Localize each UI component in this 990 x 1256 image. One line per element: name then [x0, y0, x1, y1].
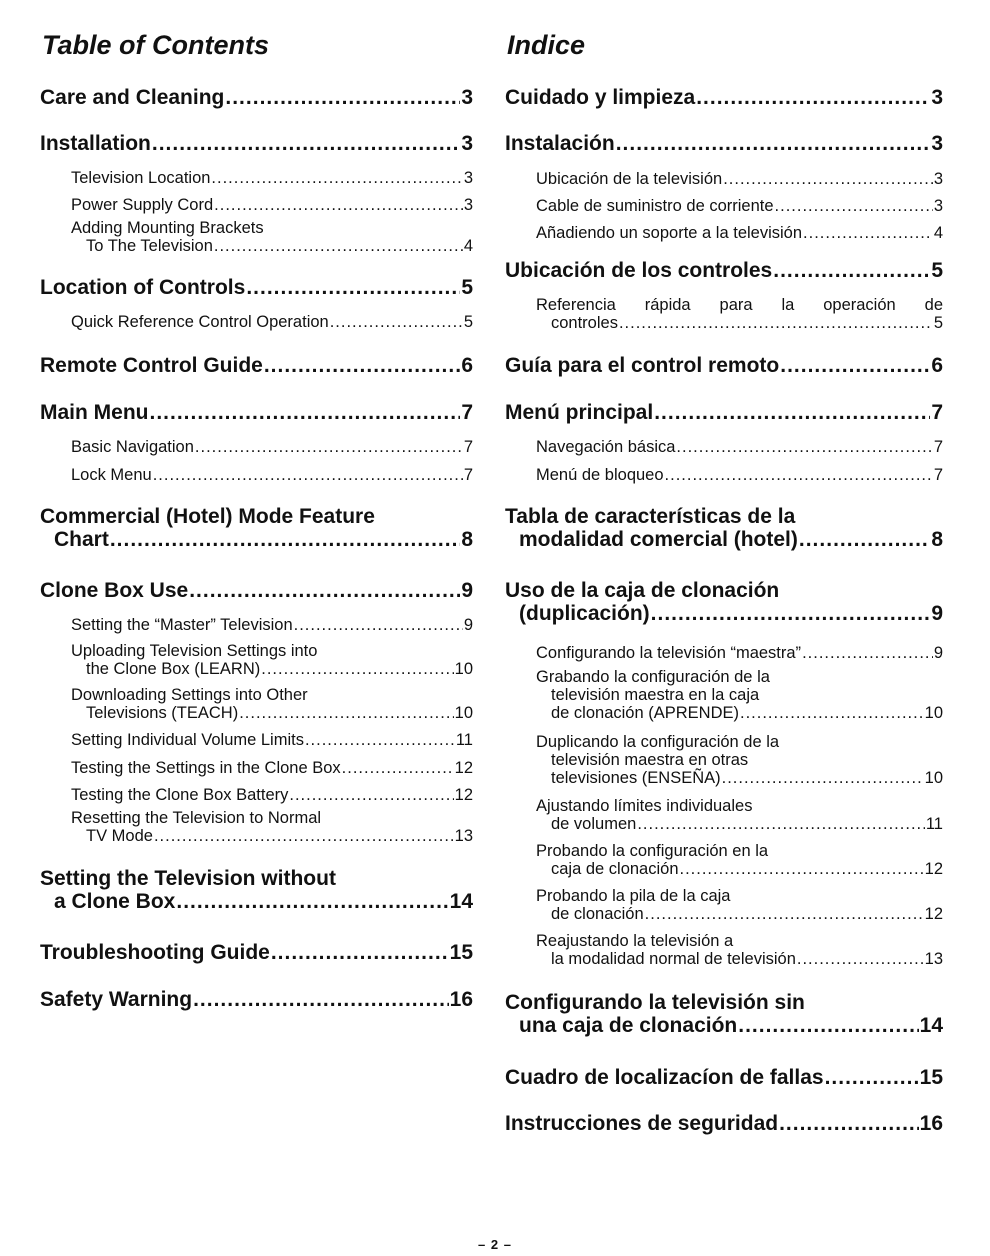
- toc-entry-title: Power Supply Cord: [71, 196, 214, 214]
- toc-page-number: 7: [933, 438, 943, 456]
- toc-entry-line: [40, 354, 473, 377]
- toc-entry-title: Care and Cleaning: [40, 86, 225, 109]
- toc-page-number: 10: [454, 660, 473, 679]
- toc-entry-line: [71, 616, 473, 634]
- toc-entry-title: Remote Control Guide: [40, 354, 263, 377]
- dot-leader: [152, 132, 460, 155]
- toc-entry-line: [71, 466, 473, 484]
- toc-entry-title: Instalación: [505, 132, 615, 155]
- toc-entry-line: [505, 1014, 943, 1037]
- dot-leader: [214, 196, 463, 214]
- toc-entry-title: de volumen: [551, 815, 637, 834]
- toc-entry-title: la modalidad normal de televisión: [551, 950, 796, 969]
- toc-entry-line: [505, 132, 943, 155]
- toc-page-number: 12: [924, 905, 943, 924]
- toc-entry-line: [40, 941, 473, 964]
- toc-entry-title: Añadiendo un soporte a la televisión: [536, 224, 803, 242]
- toc-entry-line: [536, 314, 943, 332]
- toc-entry-title: Main Menu: [40, 401, 149, 424]
- toc-section-left-5: [40, 276, 473, 299]
- toc-section-right-5: [505, 259, 943, 282]
- dot-leader: [651, 602, 931, 625]
- toc-entry-title: Grabando la configuración de la: [536, 668, 770, 686]
- dot-leader: [193, 988, 449, 1011]
- toc-section-left-12: [40, 579, 473, 602]
- toc-subsection-left-3: [40, 196, 473, 214]
- toc-title-english: Table of Contents: [42, 30, 269, 60]
- toc-entry-title: Probando la configuración en la: [536, 842, 769, 860]
- toc-entry-line: [536, 769, 943, 787]
- dot-leader: [261, 660, 453, 678]
- toc-page-number: 12: [454, 759, 473, 777]
- dot-leader: [773, 259, 930, 282]
- toc-entry-title: Safety Warning: [40, 988, 193, 1011]
- toc-page-number: 15: [919, 1066, 943, 1089]
- dot-leader: [305, 731, 455, 749]
- toc-page-number: 5: [931, 259, 943, 282]
- toc-entry-title: Resetting the Television to Normal: [71, 809, 322, 827]
- dot-leader: [616, 132, 931, 155]
- toc-page-number: 10: [924, 769, 943, 788]
- dot-leader: [289, 786, 453, 804]
- toc-entry-title: Setting the Television without: [40, 867, 336, 890]
- toc-entry-title: Basic Navigation: [71, 438, 194, 456]
- toc-section-right-0: [505, 86, 943, 109]
- toc-entry-line: [505, 86, 943, 109]
- toc-entry-line: [536, 438, 943, 456]
- toc-entry-title: Uploading Television Settings into: [71, 642, 318, 660]
- dot-leader: [775, 197, 933, 215]
- toc-entry-title: Menú de bloqueo: [536, 466, 664, 484]
- toc-page-number: 7: [461, 401, 473, 424]
- toc-section-right-11: [505, 505, 943, 551]
- toc-subsection-right-3: [505, 197, 943, 215]
- toc-entry-title: Location of Controls: [40, 276, 246, 299]
- toc-page-number: 10: [924, 704, 943, 723]
- toc-section-right-7: [505, 354, 943, 377]
- toc-page-number: 3: [461, 132, 473, 155]
- toc-page-number: 7: [463, 438, 473, 456]
- dot-leader: [803, 224, 933, 242]
- toc-section-right-21: [505, 1066, 943, 1089]
- toc-entry-title: Reajustando la televisión a: [536, 932, 734, 950]
- toc-entry-title: a Clone Box: [54, 890, 176, 914]
- dot-leader: [799, 528, 930, 551]
- toc-entry-title: Testing the Settings in the Clone Box: [71, 759, 341, 777]
- toc-entry-title: Commercial (Hotel) Mode Feature: [40, 505, 375, 528]
- dot-leader: [246, 276, 460, 299]
- toc-entry-title: the Clone Box (LEARN): [86, 660, 261, 679]
- dot-leader: [176, 890, 448, 913]
- toc-subsection-left-18: [40, 786, 473, 804]
- toc-entry-line: [40, 890, 473, 913]
- dot-leader: [665, 466, 933, 484]
- toc-entry-title: Ubicación de los controles: [505, 259, 773, 282]
- toc-section-left-1: [40, 132, 473, 155]
- dot-leader: [271, 941, 449, 964]
- toc-subsection-left-13: [40, 616, 473, 634]
- toc-entry-title: Configurando la televisión “maestra”: [536, 644, 802, 662]
- dot-leader: [195, 438, 463, 456]
- toc-subsection-left-9: [40, 438, 473, 456]
- toc-page-number: 6: [931, 354, 943, 377]
- toc-page-number: 15: [449, 941, 473, 964]
- toc-subsection-right-2: [505, 170, 943, 188]
- toc-entry-line: [536, 197, 943, 215]
- dot-leader: [779, 1112, 919, 1135]
- toc-entry-line: [505, 602, 943, 625]
- toc-entry-title: modalidad comercial (hotel): [519, 528, 798, 552]
- toc-page-number: 5: [933, 314, 943, 333]
- dot-leader: [680, 860, 924, 878]
- toc-section-right-12: [505, 579, 943, 625]
- toc-page-number: 3: [931, 132, 943, 155]
- toc-subsection-right-13: [505, 644, 943, 662]
- toc-page-number: 8: [931, 528, 943, 552]
- toc-entry-line: [505, 259, 943, 282]
- toc-section-left-21: [40, 941, 473, 964]
- dot-leader: [654, 401, 930, 424]
- toc-page-number: 13: [924, 950, 943, 969]
- toc-entry-line: [71, 759, 473, 777]
- dot-leader: [740, 704, 924, 722]
- toc-entry-title: de clonación: [551, 905, 644, 924]
- toc-entry-title: Chart: [54, 528, 109, 552]
- toc-subsection-left-2: [40, 169, 473, 187]
- toc-entry-line: [71, 237, 473, 255]
- toc-entry-title: Setting Individual Volume Limits: [71, 731, 304, 749]
- dot-leader: [738, 1014, 918, 1037]
- toc-entry-title: televisión maestra en la caja: [551, 686, 760, 705]
- toc-section-left-8: [40, 401, 473, 424]
- toc-subsection-right-9: [505, 438, 943, 456]
- toc-section-right-1: [505, 132, 943, 155]
- toc-entry-title: Lock Menu: [71, 466, 152, 484]
- toc-page-number: 14: [919, 1014, 943, 1038]
- dot-leader: [150, 401, 461, 424]
- toc-entry-line: [40, 528, 473, 551]
- toc-entry-title: Probando la pila de la caja: [536, 887, 731, 905]
- toc-subsection-left-10: [40, 466, 473, 484]
- toc-entry-line: [536, 950, 943, 968]
- toc-entry-title: televisiones (ENSEÑA): [551, 769, 721, 788]
- toc-subsection-left-17: [40, 759, 473, 777]
- toc-page-number: 12: [924, 860, 943, 879]
- toc-subsection-right-15: [505, 733, 943, 787]
- toc-entry-line: [536, 860, 943, 878]
- toc-entry-line: [71, 704, 473, 722]
- toc-entry-title: Menú principal: [505, 401, 654, 424]
- toc-section-right-22: [505, 1112, 943, 1135]
- toc-section-left-20: [40, 867, 473, 913]
- dot-leader: [780, 354, 930, 377]
- dot-leader: [722, 769, 924, 787]
- toc-page-number: 11: [925, 815, 943, 834]
- toc-entry-title: Downloading Settings into Other: [71, 686, 308, 704]
- toc-subsection-right-4: [505, 224, 943, 242]
- toc-subsection-right-10: [505, 466, 943, 484]
- toc-page-number: 9: [931, 602, 943, 626]
- toc-section-left-22: [40, 988, 473, 1011]
- toc-entry-title: Referencia rápida para la operación de: [536, 296, 943, 314]
- toc-page-number: 10: [454, 704, 473, 723]
- toc-page-number: 7: [931, 401, 943, 424]
- toc-entry-title: Ajustando límites individuales: [536, 797, 753, 815]
- toc-entry-title: Cable de suministro de corriente: [536, 197, 774, 215]
- toc-subsection-right-16: [505, 797, 943, 833]
- toc-page-number: 13: [454, 827, 473, 846]
- toc-entry-line: [71, 786, 473, 804]
- toc-entry-line: [40, 579, 473, 602]
- toc-entry-title: Testing the Clone Box Battery: [71, 786, 289, 804]
- toc-section-left-0: [40, 86, 473, 109]
- toc-subsection-left-4: [40, 219, 473, 255]
- toc-page-number: 16: [919, 1112, 943, 1135]
- toc-entry-title: Troubleshooting Guide: [40, 941, 270, 964]
- toc-entry-title: caja de clonación: [551, 860, 679, 879]
- dot-leader: [696, 86, 930, 109]
- dot-leader: [637, 815, 925, 833]
- toc-entry-title: Adding Mounting Brackets: [71, 219, 264, 237]
- toc-entry-title: Configurando la televisión sin: [505, 991, 805, 1014]
- toc-subsection-right-19: [505, 932, 943, 968]
- dot-leader: [294, 616, 463, 634]
- toc-entry-line: [505, 401, 943, 424]
- toc-page-number: 3: [463, 196, 473, 214]
- toc-entry-line: [536, 704, 943, 722]
- toc-section-right-8: [505, 401, 943, 424]
- toc-page-number: 4: [933, 224, 943, 242]
- toc-entry-title: Cuadro de localizacíon de fallas: [505, 1066, 824, 1089]
- toc-entry-line: [536, 815, 943, 833]
- dot-leader: [214, 237, 463, 255]
- dot-leader: [225, 86, 460, 109]
- toc-entry-title: Setting the “Master” Television: [71, 616, 293, 634]
- toc-entry-title: Tabla de características de la: [505, 505, 796, 528]
- toc-entry-line: [71, 438, 473, 456]
- toc-entry-line: [536, 905, 943, 923]
- toc-subsection-left-19: [40, 809, 473, 845]
- toc-subsection-right-6: [505, 296, 943, 332]
- toc-subsection-left-16: [40, 731, 473, 749]
- toc-entry-line: [40, 276, 473, 299]
- toc-entry-title: Ubicación de la televisión: [536, 170, 723, 188]
- toc-entry-line: [71, 313, 473, 331]
- toc-subsection-left-14: [40, 642, 473, 678]
- toc-section-right-20: [505, 991, 943, 1037]
- toc-entry-title: To The Television: [86, 237, 213, 256]
- toc-page-number: 8: [461, 528, 473, 552]
- toc-entry-line: [536, 466, 943, 484]
- toc-page-number: 9: [463, 616, 473, 634]
- toc-page-number: 5: [463, 313, 473, 331]
- toc-page-number: 16: [449, 988, 473, 1011]
- toc-entry-title: una caja de clonación: [519, 1014, 738, 1038]
- toc-subsection-right-14: [505, 668, 943, 722]
- dot-leader: [723, 170, 933, 188]
- toc-entry-line: [71, 660, 473, 678]
- toc-entry-title: Clone Box Use: [40, 579, 189, 602]
- toc-page-number: 6: [461, 354, 473, 377]
- toc-entry-line: [71, 731, 473, 749]
- toc-page-number: 14: [449, 890, 473, 914]
- toc-subsection-right-17: [505, 842, 943, 878]
- toc-entry-line: [536, 224, 943, 242]
- toc-entry-line: [40, 401, 473, 424]
- toc-page-number: 11: [455, 731, 473, 749]
- dot-leader: [110, 528, 460, 551]
- toc-entry-title: Instrucciones de seguridad: [505, 1112, 779, 1135]
- toc-entry-title: Televisions (TEACH): [86, 704, 239, 723]
- toc-page-number: 3: [463, 169, 473, 187]
- toc-entry-title: Navegación básica: [536, 438, 676, 456]
- toc-page-number: 7: [933, 466, 943, 484]
- toc-entry-title: controles: [551, 314, 618, 333]
- toc-entry-title: TV Mode: [86, 827, 153, 846]
- dot-leader: [264, 354, 460, 377]
- dot-leader: [797, 950, 924, 968]
- dot-leader: [342, 759, 454, 777]
- toc-title-spanish: Indice: [507, 30, 586, 60]
- toc-subsection-left-15: [40, 686, 473, 722]
- toc-page-number: 12: [454, 786, 473, 804]
- toc-subsection-left-6: [40, 313, 473, 331]
- toc-page-number: 4: [463, 237, 473, 256]
- toc-subsection-right-18: [505, 887, 943, 923]
- toc-entry-line: [71, 196, 473, 214]
- toc-entry-line: [505, 1112, 943, 1135]
- dot-leader: [211, 169, 462, 187]
- toc-page-number: 9: [461, 579, 473, 602]
- toc-entry-line: [505, 528, 943, 551]
- toc-page-number: 3: [931, 86, 943, 109]
- dot-leader: [676, 438, 932, 456]
- dot-leader: [239, 704, 453, 722]
- toc-section-left-7: [40, 354, 473, 377]
- toc-entry-title: Uso de la caja de clonación: [505, 579, 780, 602]
- toc-page-number: 7: [463, 466, 473, 484]
- toc-entry-line: [71, 169, 473, 187]
- toc-entry-line: [536, 170, 943, 188]
- dot-leader: [330, 313, 463, 331]
- toc-entry-title: (duplicación): [519, 602, 650, 626]
- toc-entry-title: Quick Reference Control Operation: [71, 313, 329, 331]
- toc-page-number: 3: [933, 197, 943, 215]
- toc-entry-title: de clonación (APRENDE): [551, 704, 739, 723]
- toc-entry-line: [505, 354, 943, 377]
- toc-page-number: 5: [461, 276, 473, 299]
- toc-entry-line: [505, 1066, 943, 1089]
- dot-leader: [619, 314, 933, 332]
- dot-leader: [825, 1066, 919, 1089]
- toc-entry-title: televisión maestra en otras: [551, 751, 749, 770]
- toc-entry-line: [40, 988, 473, 1011]
- toc-page-number: 9: [933, 644, 943, 662]
- toc-entry-line: [40, 86, 473, 109]
- toc-entry-title: Guía para el control remoto: [505, 354, 780, 377]
- toc-entry-line: [536, 644, 943, 662]
- toc-entry-title: Duplicando la configuración de la: [536, 733, 780, 751]
- toc-page-number: 3: [461, 86, 473, 109]
- dot-leader: [189, 579, 460, 602]
- toc-entry-line: [71, 827, 473, 845]
- dot-leader: [802, 644, 933, 662]
- toc-entry-line: [40, 132, 473, 155]
- dot-leader: [153, 466, 463, 484]
- toc-entry-title: Cuidado y limpieza: [505, 86, 696, 109]
- toc-entry-title: Installation: [40, 132, 151, 155]
- page-number: – 2 –: [478, 1237, 512, 1252]
- toc-entry-title: Television Location: [71, 169, 211, 187]
- dot-leader: [645, 905, 924, 923]
- dot-leader: [154, 827, 454, 845]
- toc-section-left-11: [40, 505, 473, 551]
- toc-page-number: 3: [933, 170, 943, 188]
